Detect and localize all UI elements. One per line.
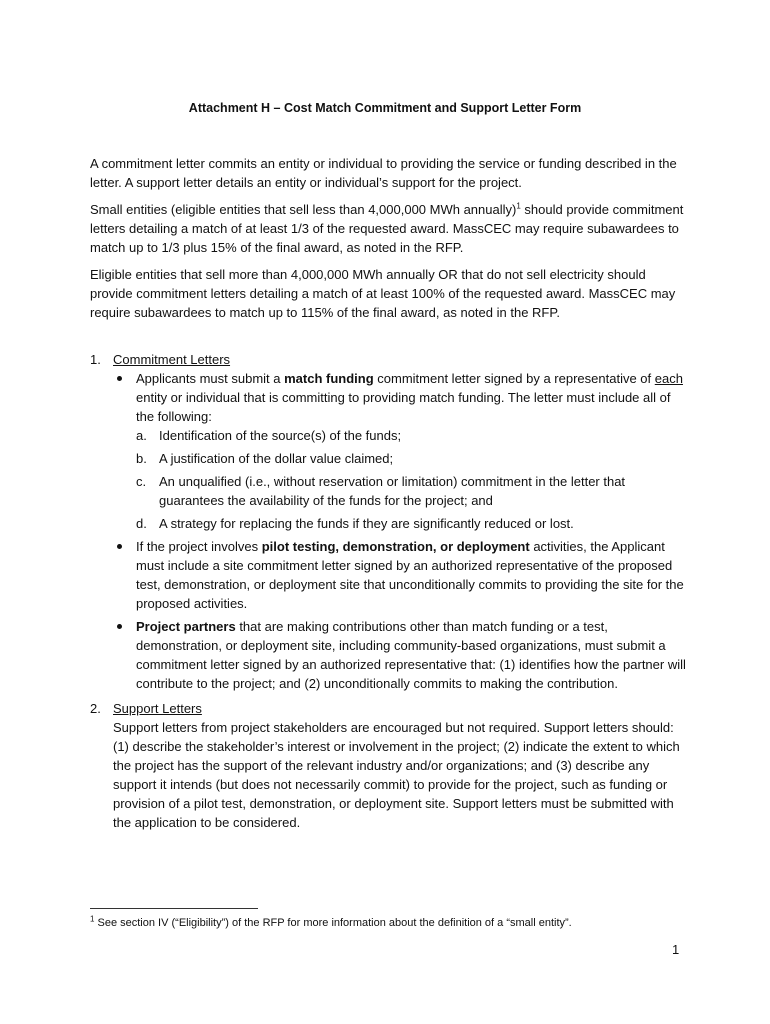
page-number: 1 <box>672 942 680 957</box>
sub-item-text: An unqualified (i.e., without reservation or limitation) commitment in the letter that guarantees the availability of the funds for the project; and <box>159 474 626 508</box>
section-title: Commitment Letters <box>113 352 231 367</box>
sub-item-text: A justification of the dollar value claimed; <box>159 451 394 466</box>
bullet-bold-text: match funding <box>284 371 374 386</box>
sub-item-marker: b. <box>136 451 147 466</box>
page-title: Attachment H – Cost Match Commitment and Support Letter Form <box>188 101 582 115</box>
bullet-text: entity or individual that is committing to providing match funding. The letter must include all of the following: <box>136 390 671 424</box>
section-heading <box>90 350 690 369</box>
section-title: Support Letters <box>113 701 202 716</box>
footnote <box>90 916 710 930</box>
list-item <box>136 537 690 613</box>
section-number: 2. <box>90 701 101 716</box>
section-commitment-letters <box>90 350 690 693</box>
bullet-list <box>90 369 690 693</box>
bullet-text: commitment letter signed by a representative of <box>373 371 655 386</box>
intro-paragraph-2 <box>90 200 690 257</box>
section-heading <box>90 699 690 718</box>
support-letters-paragraph: Support letters from project stakeholders are encouraged but not required. Support letters should: (1) describe the stakeholder’s interest or involvement in the project; (2) indicate the extent to which the project has the support of the relevant industry and/or organizations; and (3) describe any support it intends (but does not necessarily commit) to provide for the project, such as funding or provision of a pilot test, demonstration, or deployment site. Support letters must be submitted with the application to be considered. <box>113 720 680 830</box>
bullet-text: Applicants must submit a <box>136 371 285 386</box>
sub-list-item <box>136 449 690 468</box>
section-support-letters <box>90 699 690 832</box>
sub-item-text: A strategy for replacing the funds if they are significantly reduced or lost. <box>159 516 574 531</box>
list-item <box>136 369 690 533</box>
footnote-text: See section IV (“Eligibility”) of the RFP for more information about the definition of a “small entity”. <box>94 917 572 929</box>
sub-item-marker: a. <box>136 428 147 443</box>
intro-p2-text-a: Small entities (eligible entities that sell less than 4,000,000 MWh annually) <box>90 202 517 217</box>
footnote-mark: 1 <box>90 914 95 924</box>
bullet-icon <box>117 544 122 549</box>
sub-list-item <box>136 514 690 533</box>
sub-item-marker: d. <box>136 516 147 531</box>
footnote-divider <box>90 908 258 909</box>
section-number: 1. <box>90 352 101 367</box>
intro-paragraph-1: A commitment letter commits an entity or individual to providing the service or funding described in the letter. A support letter details an entity or individual’s support for the project. <box>90 156 677 190</box>
bullet-bold-text: Project partners <box>136 619 236 634</box>
footnote-reference: 1 <box>516 201 521 211</box>
sub-item-marker: c. <box>136 474 147 489</box>
sub-item-text: Identification of the source(s) of the funds; <box>159 428 402 443</box>
list-item <box>136 617 690 693</box>
bullet-text: activities, the Applicant must include a site commitment letter signed by an authorized representative of the proposed test, demonstration, or deployment site that unconditionally commits to providing the site for the proposed activities. <box>136 539 684 611</box>
sub-list-item <box>136 426 690 445</box>
sub-list-item <box>136 472 690 510</box>
bullet-text: that are making contributions other than match funding or a test, demonstration, or deployment site, including community-based organizations, must submit a commitment letter signed by an authorized representative that: (1) identifies how the partner will contribute to the project; and (2) unconditionally commits to making the contribution. <box>136 619 686 691</box>
intro-p2-text-b: should provide commitment letters detailing a match of at least 1/3 of the requested award. MassCEC may require subawardees to match up to 1/3 plus 15% of the final award, as noted in the RFP. <box>90 202 684 255</box>
intro-paragraph-3: Eligible entities that sell more than 4,000,000 MWh annually OR that do not sell electricity should provide commitment letters detailing a match of at least 100% of the requested award. MassCEC may require subawardees to match up to 115% of the final award, as noted in the RFP. <box>90 267 676 320</box>
bullet-icon <box>117 376 122 381</box>
bullet-icon <box>117 624 122 629</box>
sub-list <box>136 426 690 533</box>
bullet-bold-text: pilot testing, demonstration, or deployment <box>261 539 530 554</box>
document-body <box>90 154 690 840</box>
bullet-text: If the project involves <box>136 539 262 554</box>
bullet-underlined-text: each <box>654 371 683 386</box>
